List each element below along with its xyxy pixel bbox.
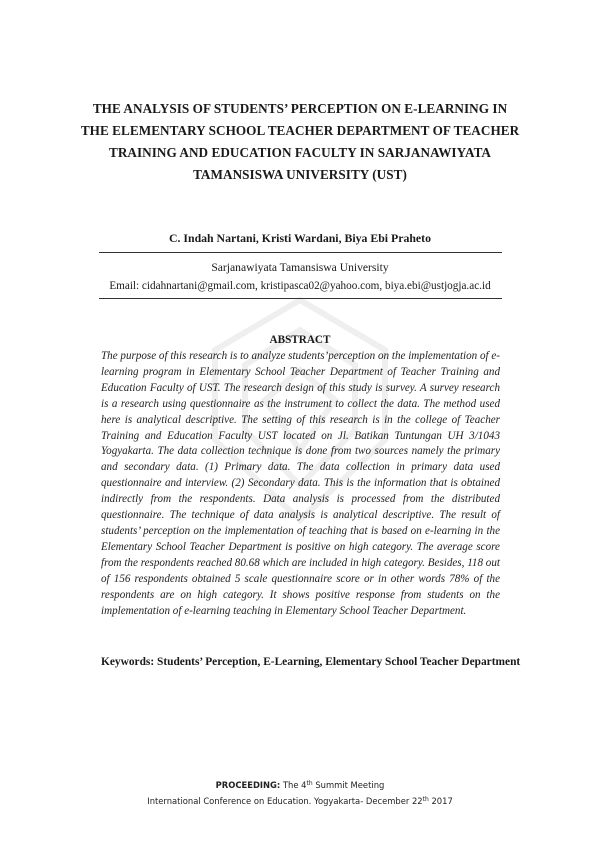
footer-proceeding-sup: th: [306, 780, 313, 787]
divider-top: [99, 252, 502, 253]
title-line: THE ELEMENTARY SCHOOL TEACHER DEPARTMENT OF TEACHER: [80, 123, 520, 138]
title-line: TRAINING AND EDUCATION FACULTY IN SARJANAWIYATA: [108, 145, 492, 160]
author-emails: Email: cidahnartani@gmail.com, kristipasca02@yahoo.com, biya.ebi@ustjogja.ac.id: [109, 280, 491, 292]
footer-conference-text: International Conference on Education. Yogyakarta- December 22: [147, 795, 423, 806]
footer-proceeding-text: The 4: [282, 780, 307, 790]
footer-conference-sup: th: [422, 795, 429, 803]
author-list: C. Indah Nartani, Kristi Wardani, Biya Ebi Praheto: [169, 231, 431, 245]
paper-title: [60, 98, 540, 186]
affiliation: Sarjanawiyata Tamansiswa University: [211, 261, 389, 274]
page-footer: [60, 777, 540, 808]
abstract-heading: ABSTRACT: [269, 334, 331, 346]
footer-proceeding-text-b: Summit Meeting: [315, 780, 385, 790]
title-line: TAMANSISWA UNIVERSITY (UST): [193, 167, 407, 182]
keywords: Keywords: Students’ Perception, E-Learning, Elementary School Teacher Department: [101, 656, 521, 668]
divider-bottom: [99, 298, 502, 299]
title-line: THE ANALYSIS OF STUDENTS’ PERCEPTION ON E-LEARNING IN: [92, 101, 508, 116]
footer-proceeding-line: [60, 777, 540, 793]
footer-conference-line: [60, 793, 540, 809]
abstract-body: The purpose of this research is to analyze students’perception on the implementation of e-learning program in Elementary School Teacher Department of Teacher Training and Education Faculty of UST. The research design of this study is survey. A survey research is a research using questionnaire as the instrument to collect the data. The method used here is analytical descriptive. The setting of this research is in the college of Teacher Training and Education Faculty UST located on Jl. Batikan Tuntungan UH 3/1043 Yogyakarta. The data collection technique is done from two sources namely the primary and secondary data. (1) Primary data. The data collection in primary data used questionnaire and interview. (2) Secondary data. This is the information that is obtained indirectly from the respondents. Data analysis is processed from the distributed questionnaire. The technique of data analysis is analytical descriptive. The result of students’ perception on the implementation of teaching that is based on e-learning in the Elementary School Teacher Department is positive on high category. The average score from the respondents reached 80.68 which are included in high category. Besides, 118 out of 156 respondents obtained 5 scale questionnaire score or in other words 78% of the respondents are on high category. It shows positive response from students on the implementation of e-learning teaching in Elementary School Teacher Department.: [101, 350, 501, 617]
footer-proceeding-label: PROCEEDING:: [215, 780, 281, 790]
footer-conference-year: 2017: [431, 795, 453, 806]
